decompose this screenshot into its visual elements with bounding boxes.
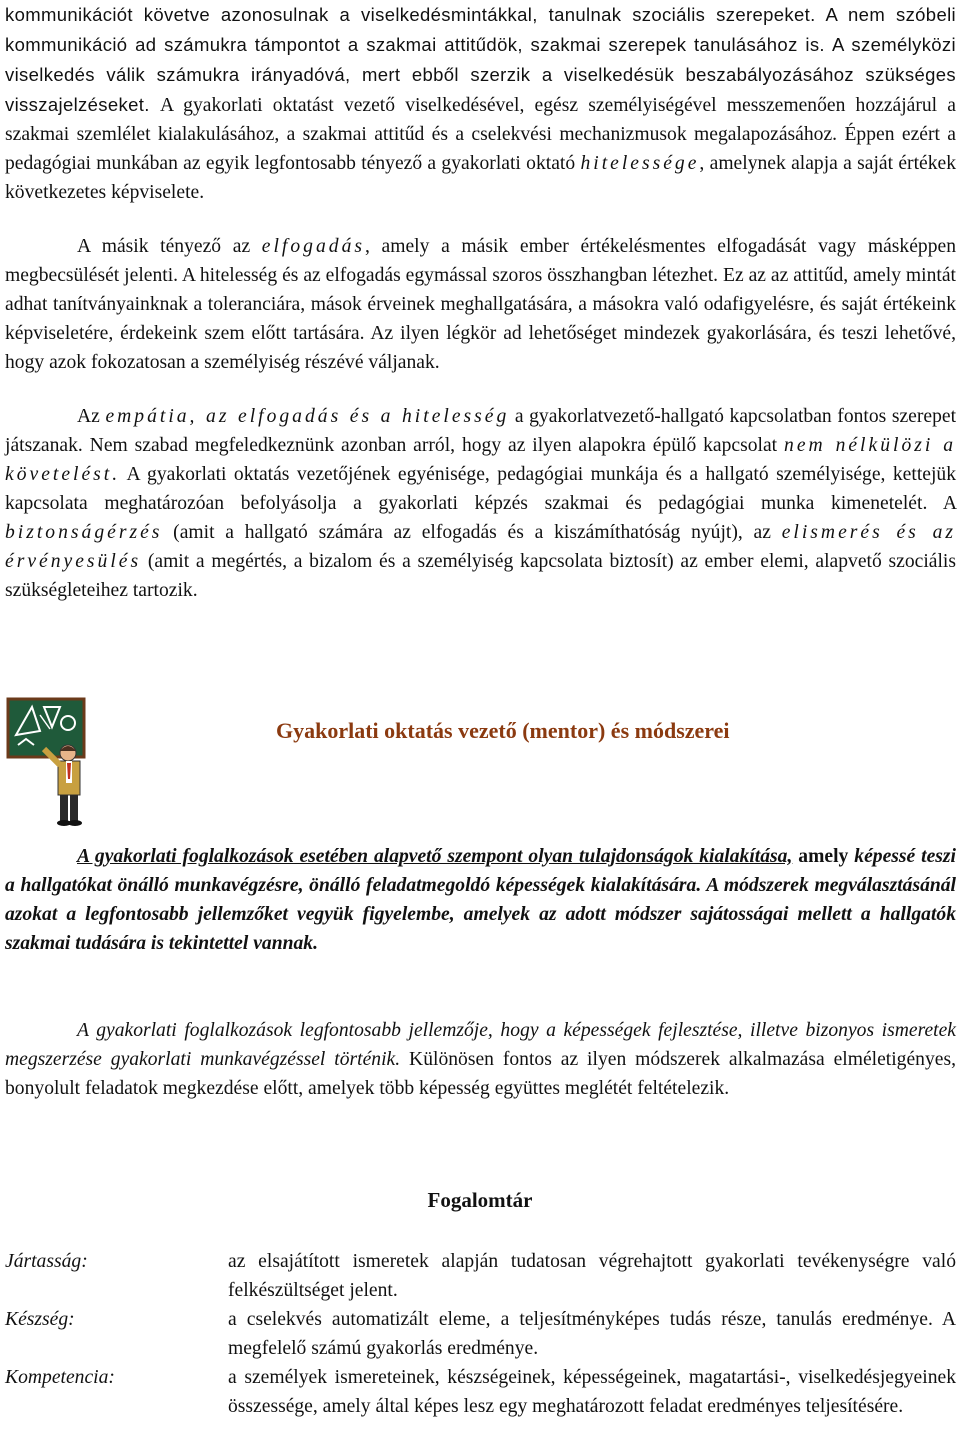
para3-start: Az (77, 406, 100, 427)
glossary-term: Készség: (5, 1309, 75, 1330)
intro-sentence-2: A személyközi viselkedés válik számukra irányadóvá, mert ebből szerzik a viselkedésük beszabályozásához szükséges visszajelzéseket. (5, 34, 956, 115)
para3-part-e: (amit a megértés, a bizalom és a személyiség kapcsolata biztosít) az ember elemi, alapvető szociális szükségleteihez tartozik. (5, 551, 956, 601)
term-elismeres: elismerés és az érvényesülés (5, 522, 956, 572)
empatia-paragraph (5, 402, 956, 605)
para4-part-b: amely (798, 846, 849, 867)
intro-sentence-3: A gyakorlati oktatást vezető viselkedésével, egész személyiségével messzemenően hozzájárul a szakmai szemlélet kialakulásához, a szakmai attitűd és a cselekvési mechanizmusok megalapozásához. (5, 95, 956, 145)
intro-paragraph (5, 0, 956, 207)
para5-rest: Különösen fontos az ilyen módszerek alkalmazása elméletigényes, bonyolult feladatok megkezdése előtt, amelyek több képesség együttes meglétét feltételezik. (5, 1049, 956, 1099)
term-nem-nelkulozi: nem nélkülözi a követelést. (5, 435, 956, 485)
section-title: Gyakorlati oktatás vezető (mentor) és módszerei (276, 718, 730, 743)
methods-paragraph (5, 842, 956, 958)
para2-start: A másik tényező az (77, 236, 251, 257)
elfogadas-paragraph (5, 232, 956, 377)
para3-part-b: a gyakorlatvezető-hallgató kapcsolatban fontos szerepet játszanak. Nem szabad megfeledkeznünk azonban arról, hogy az ilyen alapokra épülő kapcsolat (5, 406, 957, 456)
glossary-definition: a cselekvés automatizált eleme, a teljesítményképes tudás része, tanulás eredménye. A megfelelő számú gyakorlás eredménye. (228, 1309, 956, 1359)
intro-sentence-1: kommunikációt követve azonosulnak a viselkedésmintákkal, tanulnak szociális szerepeket. A nem szóbeli kommunikáció ad számukra támpontot a szakmai attitűdök, szakmai szerepek tanulásához is. (5, 4, 956, 55)
term-biztonsagerzes: biztonságérzés (5, 522, 163, 543)
intro-sentence-4b: , amelynek alapja a saját értékek következetes képviselete. (5, 153, 957, 203)
term-elfogadas: elfogadás (261, 236, 365, 257)
para3-part-d: (amit a hallgató számára az elfogadás és a kiszámíthatóság nyújt), az (173, 522, 771, 543)
para5-italic: A gyakorlati foglalkozások legfontosabb jellemzője, hogy a képességek fejlesztése, illetve bizonyos ismeretek megszerzése gyakorlati munkavégzéssel történik. (5, 1020, 956, 1070)
para4-part-a: A gyakorlati foglalkozások esetében alapvető szempont olyan tulajdonságok kialakítása, (77, 846, 793, 867)
glossary-term: Kompetencia: (5, 1367, 115, 1388)
glossary-title: Fogalomtár (427, 1188, 533, 1212)
term-hitelessege: hitelessége (580, 153, 700, 174)
features-paragraph (5, 1016, 956, 1103)
para3-part-c: A gyakorlati oktatás vezetőjének egyénisége, pedagógiai munkája és a hallgató személyisége, kettejük kapcsolata meghatározóan befolyásolja a gyakorlati képzés szakmai és pedagógiai munka kimenetelét. A (5, 464, 956, 514)
glossary-definition: a személyek ismereteinek, készségeinek, képességeinek, magatartási-, viselkedésjegyeinek összessége, amely által képes lesz egy meghatározott feladat eredményes teljesítésére. (228, 1367, 956, 1417)
para2-rest: , amely a másik ember értékelésmentes elfogadását vagy másképpen megbecsülését jelenti. A hitelesség és az elfogadás egymással szoros összhangban létezhet. Ez az az attitűd, amely mintát adhat tanítványainknak a toleranciára, mások érveinek meghallgatására, a másokra való odafigyelésre, és saját értékeink képviseletére, érdekeink szem előtt tartására. Az ilyen légkör ad lehetőséget mindezek gyakorlására, és teszi lehetővé, hogy azok fokozatosan a személyiség részévé váljanak. (5, 236, 956, 373)
glossary-term: Jártasság: (5, 1251, 88, 1272)
term-empatia-elfogadas-hitelesseg: empátia, az elfogadás és a hitelesség (105, 406, 510, 427)
para4-part-c: képessé teszi a hallgatókat önálló munkavégzésre, önálló feladatmegoldó képességek kialakítására. A módszerek megválasztásánál azokat a legfontosabb jellemzőket vegyük figyelembe, amelyek az adott módszer sajátosságai mellett a hallgatók szakmai tudására is tekintettel vannak. (5, 846, 956, 954)
teacher-blackboard-clipart-icon (4, 693, 96, 828)
intro-sentence-4a: Éppen ezért a pedagógiai munkában az egyik legfontosabb tényező a gyakorlati oktató (5, 124, 957, 174)
glossary-definition: az elsajátított ismeretek alapján tudatosan végrehajtott gyakorlati tevékenységre való felkészültséget jelent. (228, 1251, 956, 1301)
